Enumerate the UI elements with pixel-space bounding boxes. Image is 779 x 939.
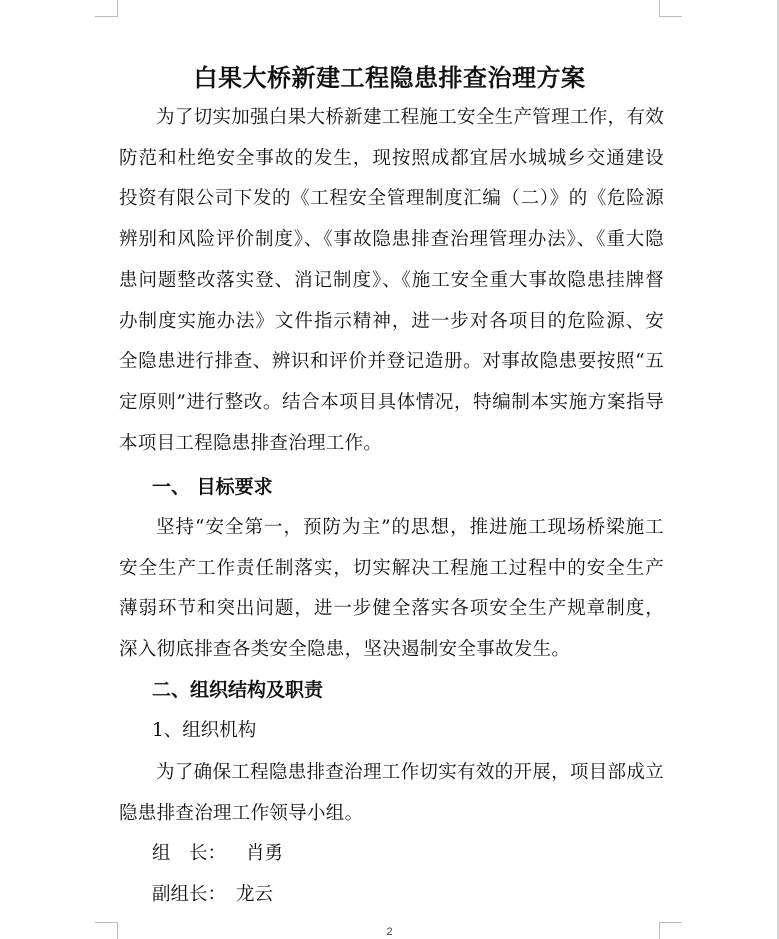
organization-paragraph: 为了确保工程隐患排查治理工作切实有效的开展，项目部成立隐患排查治理工作领导小组。 [119,762,664,824]
page-number: 2 [386,926,393,938]
member-name: 肖勇 [246,843,284,864]
subheading-organization: 1、组织机构 [152,720,257,741]
member-line-leader [152,834,283,874]
member-role: 组 长： [152,843,227,864]
document-title: 白果大桥新建工程隐患排查治理方案 [193,64,586,92]
intro-paragraph: 为了切实加强白果大桥新建工程施工安全生产管理工作，有效防范和杜绝安全事故的发生，现按照成都宜居水城城乡交通建设投资有限公司下发的《工程安全管理制度汇编（二）》的《危险源辨别和风险评价制度》、《事故隐患排查治理管理办法》、《重大隐患问题整改落实登、消记制度》、《施工安全重大事故隐患挂牌督办制度实施办法》文件指示精神，进一步对各项目的危险源、安全隐患进行排查、辨识和评价并登记造册。对事故隐患要按照“五定原则”进行整改。结合本项目具体情况，特编制本实施方案指导本项目工程隐患排查治理工作。 [119,107,664,454]
section-heading-goals: 一、 目标要求 [152,476,273,498]
crop-mark-top-left [95,0,118,17]
member-role: 副组长： [152,884,227,905]
member-line-deputy [152,875,273,915]
crop-mark-top-right [659,0,682,17]
member-name: 龙云 [236,884,274,905]
goals-paragraph: 坚持“安全第一，预防为主”的思想，推进施工现场桥梁施工安全生产工作责任制落实，切实解决工程施工过程中的安全生产薄弱环节和突出问题，进一步健全落实各项安全生产规章制度，深入彻底排查各类安全隐患，坚决遏制安全事故发生。 [119,517,664,661]
section-heading-organization: 二、组织结构及职责 [152,679,324,701]
